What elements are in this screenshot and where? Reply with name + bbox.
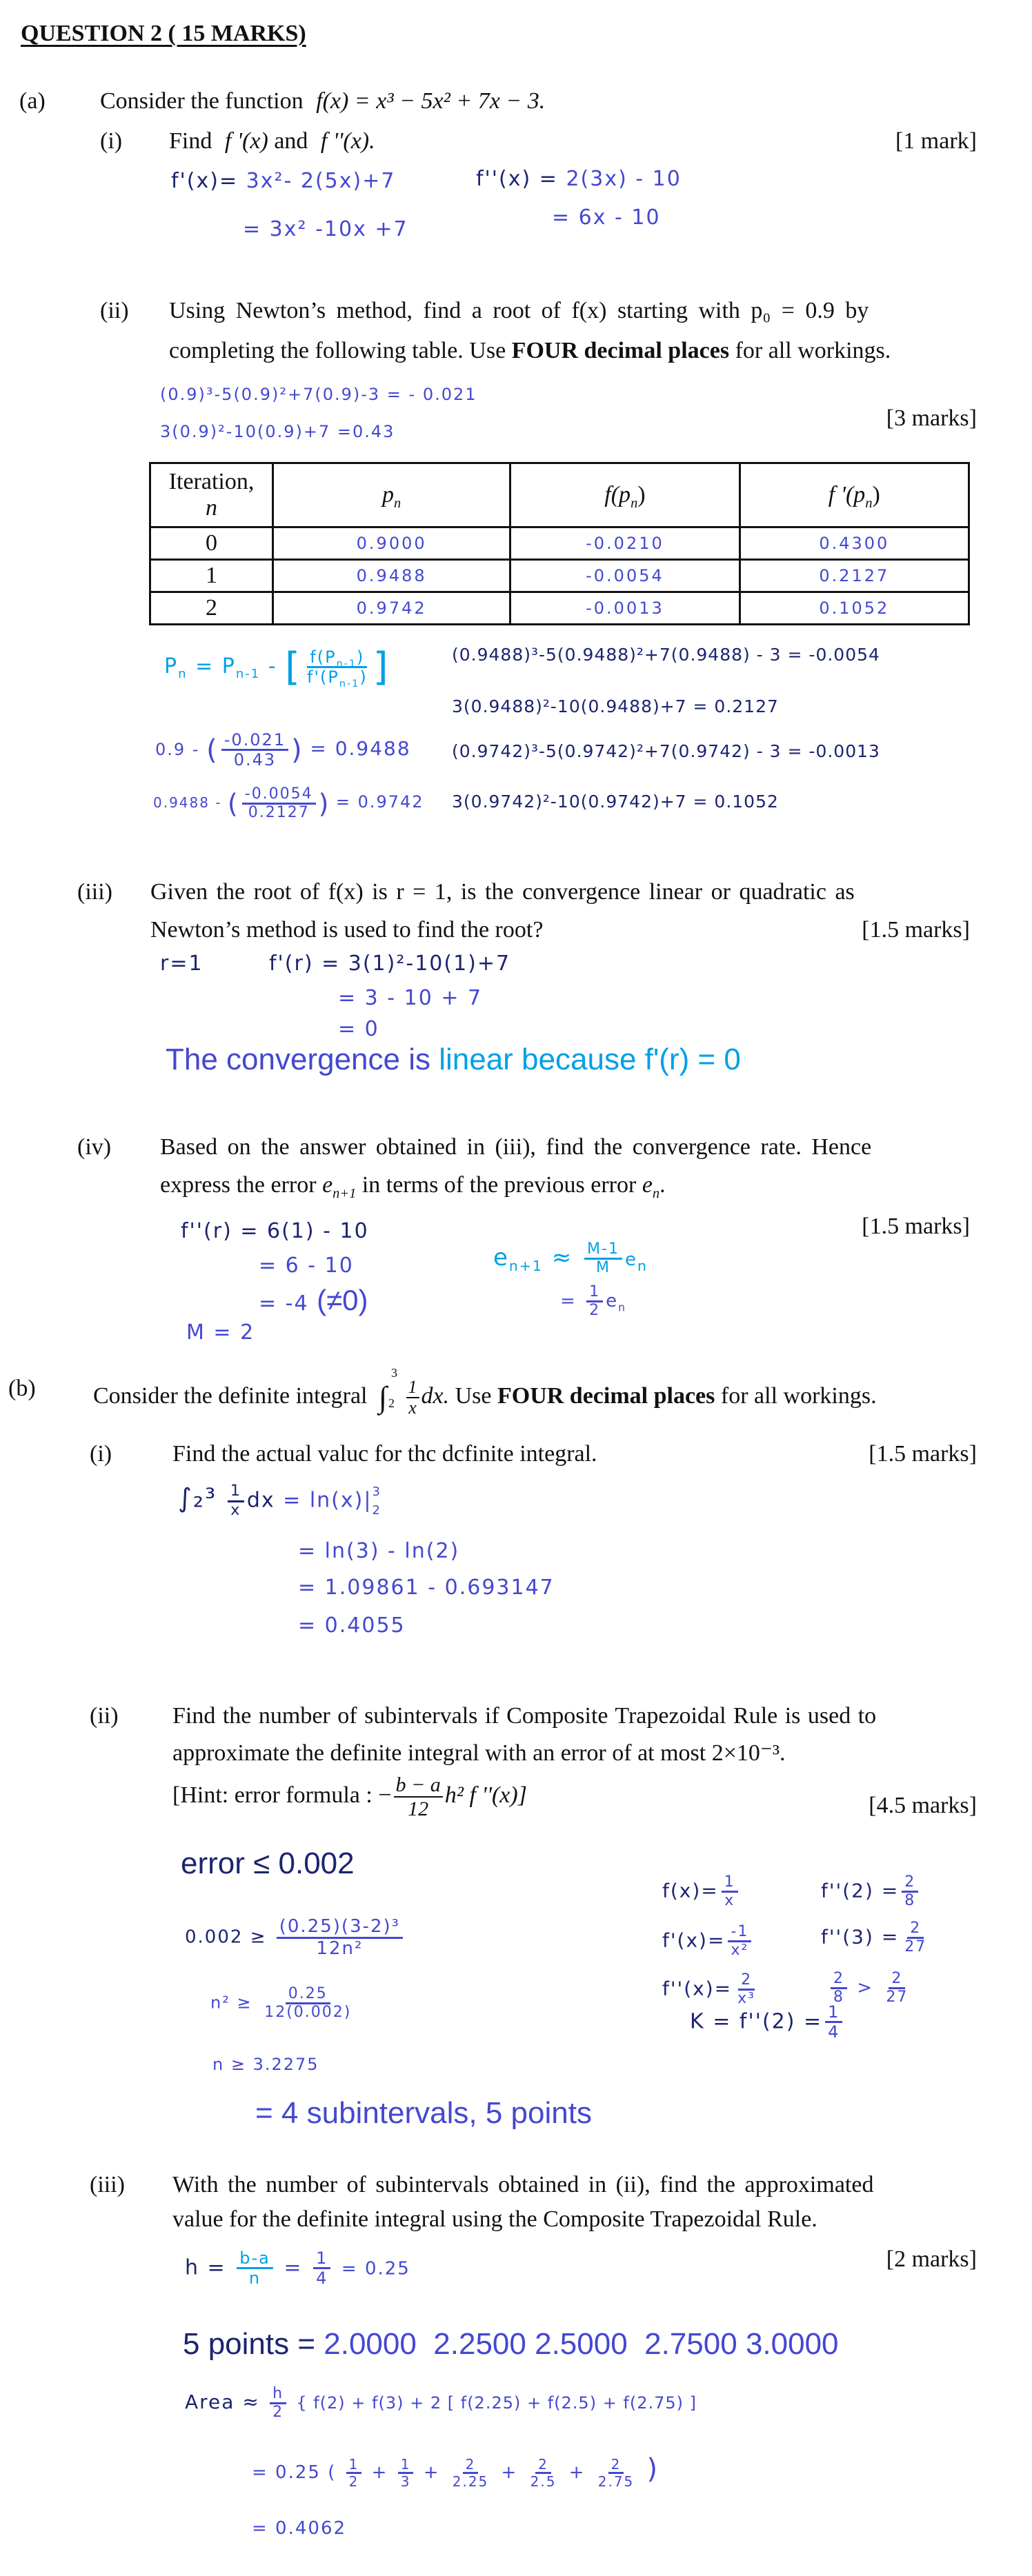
part-b-intro-text: Consider the definite integral [93, 1383, 368, 1409]
part-a-intro [100, 88, 545, 114]
header-n: n [206, 495, 218, 521]
part-b-ii-line1: Find the number of subintervals if Composite Trapezoidal Rule is used to [172, 1703, 877, 1729]
work-num: 1 [228, 1483, 244, 1502]
formula-fraction [304, 647, 370, 690]
hint-post: h² f ''(x)] [444, 1782, 527, 1808]
use-post: for all workings. [715, 1383, 877, 1409]
h-den: n [248, 2268, 261, 2288]
line2-bold: FOUR decimal places [511, 338, 730, 363]
formula-prev-sub: n-1 [235, 667, 261, 681]
part-a-iii-line2: Newton’s method is used to find the root? [150, 917, 544, 943]
formula-lhs: P [164, 654, 179, 678]
fprime-p0-work: 3(0.9)²-10(0.9)+7 =0.43 [160, 422, 395, 441]
n-result: n ≥ 3.2275 [212, 2055, 319, 2074]
n2-line [210, 1986, 357, 2021]
area-h: h [270, 2386, 286, 2404]
formula-num-close: ) [357, 647, 365, 667]
err-half-en-sub: n [618, 1301, 626, 1314]
cell-n: 0 [150, 527, 273, 560]
part-a-iv-marks: [1.5 marks] [862, 1214, 970, 1239]
use-bold: FOUR decimal places [497, 1383, 715, 1409]
cell-p: 0.9742 [273, 592, 510, 625]
step1-result: = 0.9488 [310, 736, 411, 760]
integral-work [178, 1482, 381, 1520]
formula-minus: - [268, 654, 277, 678]
work-step: = 3 - 10 + 7 [338, 986, 483, 1010]
fprime-work [171, 169, 395, 193]
point-value: 2.2500 [433, 2327, 526, 2361]
sum-term-den: 2 [348, 2473, 359, 2490]
iv-line2-end: . [659, 1172, 666, 1198]
part-a-label: (a) [19, 88, 46, 114]
header-pn [273, 463, 510, 527]
fdouble-rhs: 2(3x) - 10 [566, 167, 682, 191]
work-lhs: ∫₂³ [178, 1482, 217, 1513]
eq-fp1: 3(0.9488)²-10(0.9488)+7 = 0.2127 [452, 696, 779, 716]
side-fpp3-lhs: f''(3) = [821, 1925, 900, 1949]
part-a-function: f(x) = x³ − 5x² + 7x − 3. [316, 88, 546, 114]
fprime-symbol: f '(x) [224, 128, 268, 154]
h-work [185, 2249, 410, 2288]
part-b-i-question: Find the actual valuc for thc dcfinite integral. [172, 1441, 597, 1467]
part-a-iii-label: (iii) [77, 879, 112, 905]
part-b-iii-line2: value for the definite integral using the Composite Trapezoidal Rule. [172, 2206, 817, 2232]
cell-n: 2 [150, 592, 273, 625]
err-den: M [596, 1259, 611, 1277]
table-row [150, 592, 969, 625]
h-num2: 1 [313, 2249, 330, 2269]
sum-term-den: 3 [400, 2473, 411, 2490]
iv-e1-sub: n+1 [333, 1185, 357, 1201]
formula-num-sub: n-1 [336, 658, 357, 670]
newton-table [149, 462, 970, 625]
part-b-ii-hint [172, 1773, 527, 1820]
header-f: f(p [604, 482, 631, 507]
part-a-iii-marks: [1.5 marks] [862, 917, 970, 943]
side-fpp3-den: 27 [904, 1938, 927, 1956]
sum-pre: = 0.25 ( [252, 2462, 337, 2483]
part-a-iv-line1: Based on the answer obtained in (iii), find the convergence rate. Hence [160, 1134, 872, 1160]
work-rhs: = ln(x)| [283, 1488, 373, 1513]
part-a-ii-line2 [169, 338, 891, 364]
side-fp-den: x² [731, 1942, 749, 1960]
fprime-simplified: = 3x² -10x +7 [243, 217, 408, 241]
part-a-iii-line1: Given the root of f(x) is r = 1, is the convergence linear or quadratic as [150, 879, 855, 905]
iv-line2-mid: in terms of the previous error [356, 1172, 642, 1198]
header-iteration [150, 463, 273, 527]
side-k-lhs: K = f''(2) = [690, 2009, 823, 2034]
newton-step1: 0.9 - ( $\frac{-0.021}{0.43}$ ) = 0.9488 [155, 730, 411, 770]
ineq-num: (0.25)(3-2)³ [277, 1917, 403, 1939]
part-a-iv-line2 [160, 1172, 666, 1201]
formula-num: f(P [310, 647, 337, 667]
step2-num: -0.0054 [242, 786, 316, 805]
header-p-sub: n [394, 495, 401, 511]
part-b-iii-line1: With the number of subintervals obtained in (ii), find the approximated [172, 2172, 874, 2197]
eq-fp2: 3(0.9742)²-10(0.9742)+7 = 0.1052 [452, 792, 779, 812]
header-iteration-text: Iteration, [168, 469, 255, 494]
cell-fp: 0.1052 [740, 592, 969, 625]
hint-den: 12 [408, 1798, 429, 1820]
integrand-den: x [408, 1398, 417, 1418]
side-compare [828, 1971, 913, 2006]
cmp-num2: 2 [889, 1971, 905, 1989]
integral-step3: = 0.4055 [298, 1613, 406, 1638]
area-body: { f(2) + f(3) + 2 [ f(2.25) + f(2.5) + f(2.75) ] [296, 2393, 697, 2413]
integral-step1: = ln(3) - ln(2) [298, 1539, 460, 1563]
err-half-num: 1 [586, 1284, 603, 1302]
error-bound: error ≤ 0.002 [181, 1847, 355, 1880]
table-row [150, 527, 969, 560]
points-label: 5 points = [183, 2327, 316, 2361]
step1-num: -0.021 [221, 731, 288, 751]
part-b-iii-label: (iii) [90, 2172, 125, 2197]
point-value: 2.5000 [535, 2327, 628, 2361]
side-fpp-num: 2 [738, 1972, 755, 1991]
side-fpp-den: x³ [737, 1990, 755, 2008]
work-fpr: f'(r) = 3(1)²-10(1)+7 [269, 952, 511, 976]
err-eq: = [560, 1291, 577, 1312]
cmp-op: > [857, 1978, 874, 1999]
part-a-i-label: (i) [100, 128, 123, 154]
work-fppr-step: = 6 - 10 [259, 1254, 354, 1278]
part-b-ii-marks: [4.5 marks] [869, 1793, 977, 1818]
conclusion-part1: The convergence is [166, 1043, 439, 1076]
work-r: r=1 [160, 952, 204, 976]
work-fppr-val [259, 1284, 368, 1317]
n2-lhs: n² ≥ [210, 1993, 252, 2013]
err-half-den: 2 [589, 1302, 601, 1320]
hint-num: b − a [394, 1773, 443, 1798]
side-fpp2-lhs: f''(2) = [821, 1879, 900, 1902]
fdouble-lhs: f''(x) = [476, 167, 558, 191]
iv-line2-pre: express the error [160, 1172, 323, 1198]
header-fp-close: ) [872, 482, 880, 507]
header-fp-sub: n [865, 495, 873, 511]
integral-dx: dx. [421, 1383, 450, 1409]
side-k-den: 4 [828, 2022, 840, 2042]
iv-e2: e [642, 1172, 653, 1198]
convergence-conclusion [166, 1043, 741, 1077]
side-fpp [662, 1972, 761, 2007]
sum-post: ) [646, 2453, 659, 2485]
question-title: QUESTION 2 ( 15 MARKS) [21, 21, 306, 46]
step2-den: 0.2127 [248, 804, 310, 822]
work-rhs-lower: 2 [372, 1503, 381, 1518]
side-f-lhs: f(x)= [662, 1879, 719, 1902]
work-rhs-upper: 3 [372, 1485, 381, 1499]
n2-den: 12(0.002) [264, 2004, 352, 2022]
side-f [662, 1874, 741, 1909]
table-header-row [150, 463, 969, 527]
subintervals-conclusion: = 4 subintervals, 5 points [255, 2096, 592, 2130]
cell-fp: 0.4300 [740, 527, 969, 560]
cmp-den2: 27 [886, 1989, 909, 2006]
eq-f2: (0.9742)³-5(0.9742)²+7(0.9742) - 3 = -0.0013 [452, 741, 880, 761]
h-val: = 0.25 [341, 2258, 410, 2280]
work-dx: dx [246, 1488, 275, 1513]
header-f-sub: n [631, 495, 638, 511]
area-lhs: Area ≈ [185, 2391, 260, 2414]
sum-plus: + [501, 2462, 518, 2483]
eq-f1: (0.9488)³-5(0.9488)²+7(0.9488) - 3 = -0.0054 [452, 645, 880, 665]
side-fpp3 [821, 1920, 932, 1955]
err-approx: ≈ [551, 1244, 573, 1272]
point-value: 3.0000 [745, 2327, 839, 2361]
err-lhs: e [493, 1244, 509, 1272]
side-fp [662, 1924, 754, 1959]
sum-term-num: 2 [608, 2457, 624, 2474]
sum-term-num: 2 [463, 2457, 479, 2474]
step1-pre: 0.9 - [155, 739, 200, 759]
err-lhs-sub: n+1 [508, 1257, 543, 1274]
iv-e2-sub: n [652, 1185, 660, 1201]
newton-formula: $P_n = P_{n-1}$ - [ $\frac{f(P_{n-1})}{f'(P_{n-1})}$ ] [164, 645, 390, 690]
fdouble-simplified: = 6x - 10 [552, 205, 661, 230]
integral-lower: 2 [388, 1396, 395, 1410]
part-a-i-question [169, 128, 375, 154]
point-value: 2.7500 [644, 2327, 737, 2361]
sum-plus: + [423, 2462, 440, 2483]
cell-p: 0.9488 [273, 560, 510, 592]
formula-den-close: ) [359, 667, 368, 687]
ineq-line [185, 1917, 406, 1958]
hint-pre: [Hint: error formula : − [172, 1782, 392, 1808]
err-num: M-1 [584, 1241, 622, 1260]
ineq-den: 12n² [316, 1938, 364, 1959]
part-b-intro [93, 1366, 877, 1418]
h-den2: 4 [316, 2268, 328, 2288]
line2-post: for all workings. [729, 338, 891, 363]
cell-fp: 0.2127 [740, 560, 969, 592]
sum-plus: + [371, 2462, 388, 2483]
point-value: 2.0000 [324, 2327, 417, 2361]
work-zero: = 0 [338, 1017, 379, 1041]
side-fpp-lhs: f''(x)= [662, 1977, 733, 2000]
step1-den: 0.43 [233, 750, 277, 770]
iv-e1: e [322, 1172, 333, 1198]
use-pre: Use [455, 1383, 497, 1409]
formula-eq: = P [195, 654, 236, 678]
side-fpp2-num: 2 [902, 1874, 918, 1893]
side-fpp2 [821, 1874, 921, 1909]
and-text: and [274, 128, 308, 154]
part-a-ii-label: (ii) [100, 298, 129, 323]
cmp-num1: 2 [831, 1971, 847, 1989]
part-a-intro-text: Consider the function [100, 88, 304, 114]
part-b-ii-label: (ii) [90, 1703, 119, 1729]
error-half [560, 1284, 626, 1319]
side-fp-lhs: f'(x)= [662, 1929, 726, 1952]
cell-f: -0.0013 [510, 592, 740, 625]
work-fppr: f''(r) = 6(1) - 10 [181, 1219, 369, 1243]
work-den: x [230, 1501, 241, 1519]
err-en: e [624, 1249, 637, 1271]
area-formula [185, 2386, 697, 2421]
integral-sign: ∫ 3 2 [379, 1366, 397, 1414]
part-a-iv-label: (iv) [77, 1134, 112, 1160]
cell-f: -0.0054 [510, 560, 740, 592]
sum-term-num: 1 [346, 2457, 362, 2474]
side-f-den: x [724, 1892, 735, 1910]
fdouble-symbol: f ''(x). [320, 128, 375, 154]
area-2: 2 [272, 2404, 284, 2422]
part-a-ii-marks: [3 marks] [886, 405, 977, 431]
h-lhs: h = [185, 2255, 226, 2280]
ineq-lhs: 0.002 ≥ [185, 1926, 267, 1948]
work-m: M = 2 [186, 1320, 255, 1345]
sum-term-num: 2 [535, 2457, 551, 2474]
f-p0-work: (0.9)³-5(0.9)²+7(0.9)-3 = - 0.021 [160, 385, 477, 404]
step2-result: = 0.9742 [335, 792, 424, 812]
cell-n: 1 [150, 560, 273, 592]
sum-term-den: 2.25 [452, 2473, 489, 2490]
points-line [183, 2327, 839, 2362]
sum-term-den: 2.5 [530, 2473, 557, 2490]
line2-pre: completing the following table. Use [169, 338, 512, 363]
err-en-sub: n [637, 1257, 648, 1274]
fdouble-work [476, 167, 682, 191]
newton-step2: 0.9488 - ( $\frac{-0.0054}{0.2127}$ ) = 0.9742 [153, 785, 424, 822]
fppr-val: = -4 [259, 1291, 309, 1316]
part-a-ii-line1: Using Newton’s method, find a root of f(x) starting with p₀ = 0.9 by [169, 298, 869, 323]
cell-f: -0.0210 [510, 527, 740, 560]
conclusion-part2: linear because f'(r) = 0 [439, 1043, 741, 1076]
fprime-rhs: 3x²- 2(5x)+7 [246, 169, 396, 193]
cmp-den1: 8 [833, 1989, 844, 2006]
part-b-iii-marks: [2 marks] [886, 2246, 977, 2272]
table-row [150, 560, 969, 592]
sum-plus: + [568, 2462, 586, 2483]
fppr-ne0: (≠0) [317, 1284, 368, 1316]
step2-pre: 0.9488 - [153, 794, 222, 812]
side-fpp2-den: 8 [904, 1892, 916, 1910]
area-result: = 0.4062 [252, 2518, 347, 2539]
header-fpn [510, 463, 740, 527]
header-f-close: ) [637, 482, 646, 507]
part-b-ii-line2: approximate the definite integral with an error of at most 2×10⁻³. [172, 1740, 786, 1766]
h-eq: = [284, 2255, 303, 2280]
part-a-i-marks: [1 mark] [895, 128, 977, 154]
error-relation [493, 1241, 648, 1276]
side-fpp3-num: 2 [907, 1920, 924, 1939]
part-b-label: (b) [8, 1376, 36, 1401]
find-text: Find [169, 128, 212, 154]
header-fprimepn [740, 463, 969, 527]
formula-lhs-sub: n [178, 667, 188, 681]
sum-term-den: 2.75 [597, 2473, 635, 2490]
formula-den: f'(P [306, 667, 339, 687]
header-fp: f '(p [828, 482, 866, 507]
h-num: b-a [237, 2249, 273, 2269]
fprime-lhs: f'(x)= [171, 169, 239, 193]
n2-num: 0.25 [286, 1986, 330, 2004]
side-fp-num: -1 [728, 1924, 751, 1942]
area-sum [252, 2453, 659, 2489]
integral-upper: 3 [391, 1366, 397, 1380]
header-p: p [382, 482, 395, 507]
side-k [690, 2003, 845, 2042]
integral-step2: = 1.09861 - 0.693147 [298, 1576, 555, 1600]
err-half-en: e [606, 1291, 619, 1312]
sum-term-num: 1 [398, 2457, 414, 2474]
side-k-num: 1 [825, 2003, 842, 2023]
part-b-i-marks: [1.5 marks] [869, 1441, 977, 1467]
cell-p: 0.9000 [273, 527, 510, 560]
formula-den-sub: n-1 [339, 678, 360, 690]
side-f-num: 1 [722, 1874, 738, 1893]
part-b-i-label: (i) [90, 1441, 112, 1467]
integrand-num: 1 [406, 1378, 419, 1399]
